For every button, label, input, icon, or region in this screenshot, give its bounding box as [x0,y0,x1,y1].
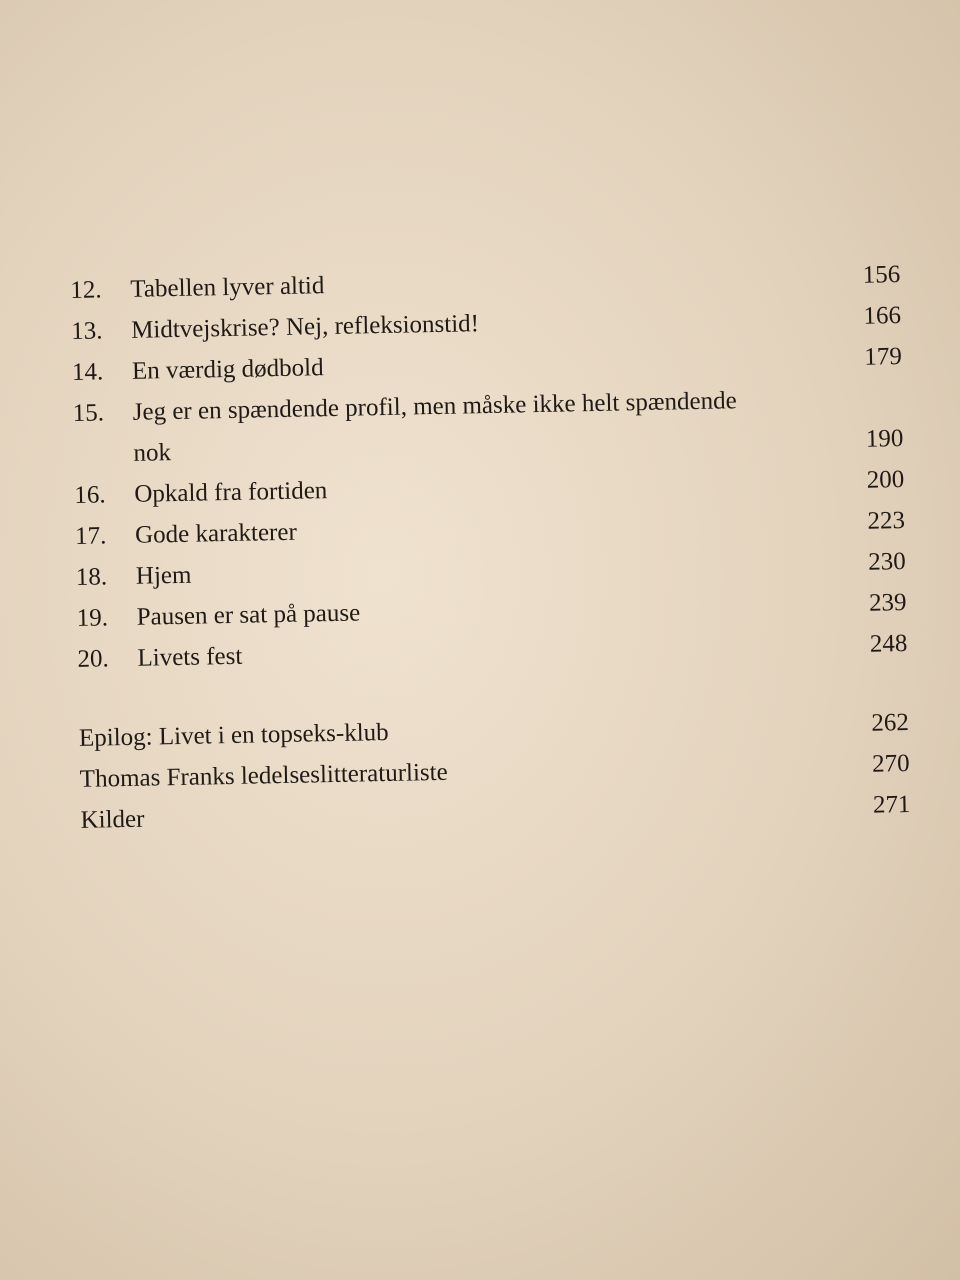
chapter-title: Jeg er en spændende profil, men måske ikke helt spændende [132,387,737,426]
chapter-page-placeholder [833,405,903,406]
chapter-title-continued: nok [133,439,172,467]
chapter-title: En værdig dødbold [131,354,324,385]
chapter-number: 12. [70,276,102,304]
chapter-number: 15. [72,399,105,427]
section-page: 270 [871,749,910,778]
table-of-contents [70,254,911,841]
chapter-number: 19. [76,604,109,632]
chapter-title: Gode karakterer [134,518,298,549]
chapter-page: 223 [867,507,906,535]
chapter-page: 230 [867,548,907,576]
chapter-title: Pausen er sat på pause [136,599,361,631]
section-title: Epilog: Livet i en topseks-klub [78,718,389,752]
chapter-page: 190 [865,425,904,453]
chapter-page: 179 [864,343,903,371]
chapter-title: Hjem [135,561,192,590]
chapter-title: Opkald fra fortiden [134,477,328,508]
chapter-number: 17. [74,522,107,550]
chapter-number: 14. [71,358,104,386]
chapter-title: Livets fest [137,642,243,672]
chapter-page: 156 [862,261,901,289]
chapter-number: 18. [75,563,108,591]
chapter-page: 166 [863,302,902,330]
chapter-page: 200 [866,466,905,494]
show-through-text [60,20,920,60]
section-title: Thomas Franks ledelseslitteraturliste [79,758,448,793]
chapter-page: 239 [868,589,907,617]
section-page: 262 [871,708,910,737]
chapter-number: 20. [77,645,109,673]
section-title: Kilder [80,805,145,834]
chapter-title: Midtvejskrise? Nej, refleksionstid! [130,310,480,344]
chapter-number: 13. [70,317,103,345]
chapter-title: Tabellen lyver altid [130,272,325,303]
chapter-number: 16. [74,481,106,509]
chapter-page: 248 [869,629,908,658]
section-page: 271 [872,790,911,819]
